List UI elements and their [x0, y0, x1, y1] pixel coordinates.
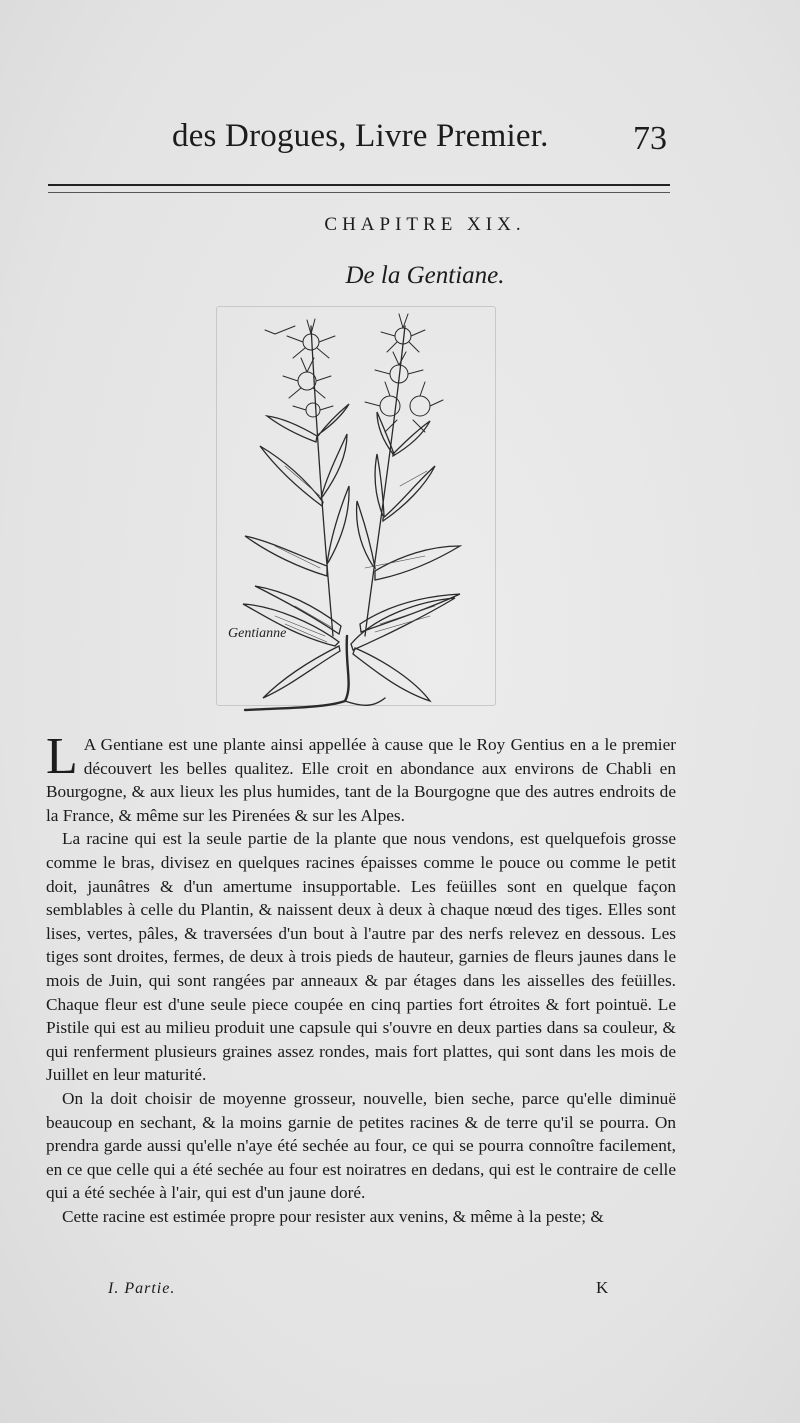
- page-footer: [0, 1280, 800, 1310]
- paragraph-3: On la doit choisir de moyenne grosseur, nouvelle, bien seche, parce qu'elle diminuë beaucoup en sechant, & la moins garnie de petites racines & de terre qu'il se pourra. On prendra garde aussi qu'elle n'aye été sechée au four, ce qui se pourra connoître facilement, en ce que celle qui a été sechée au four est noiratres en dedans, qui est le contraire de celle qui a été sechée à l'air, qui est d'un jaune doré.: [46, 1088, 676, 1203]
- chapter-subtitle: De la Gentiane.: [345, 262, 505, 289]
- paragraph-4: Cette racine est estimée propre pour resister aux venins, & même à la peste; &: [62, 1206, 604, 1226]
- header-rule: [48, 184, 670, 193]
- page-number: 73: [633, 120, 667, 157]
- drop-cap: L: [46, 728, 78, 785]
- gentian-engraving: [215, 306, 505, 718]
- gathering-mark: K: [596, 1278, 609, 1297]
- paragraph-1-text: A Gentiane est une plante ainsi appellée à cause que le Roy Gentius en a le premier découvert les belles qualitez. Elle croit en abondance aux environs de Chabli en Bourgogne, & aux lieux les plus humides, tant de la Bourgogne que des autres endroits de la France, & même sur les Pirenées & sur les Alpes.: [46, 735, 676, 825]
- paragraph-1: [46, 728, 676, 827]
- paragraph-2: La racine qui est la seule partie de la plante que nous vendons, est quelquefois grosse comme le bras, divisez en quelques racines épaisses comme le pouce ou comme le petit doit, jaunâtres & d'un amertume insupportable. Les feüilles sont en quelque façon semblables à celle du Plantin, & naissent deux à deux à chaque nœud des tiges. Elles sont lises, vertes, pâles, & traversées d'un bout à l'autre par des nerfs relevez en dessous. Les tiges sont droites, fermes, de deux à trois pieds de hauteur, garnies de fleurs jaunes dans le mois de Juin, qui sont rangées par anneaux & par étages dans les aisselles des feüilles. Chaque fleur est d'une seule piece coupée en cinq parties fort étroites & fort pointuë. Le Pistile qui est au milieu produit une capsule qui s'ouvre en deux parties dans sa couleur, & qui renferment plusieurs graines assez rondes, mais fort plattes, qui sont dans les mois de Juillet en leur maturité.: [46, 829, 676, 1085]
- illustration-caption: Gentianne: [228, 626, 287, 641]
- body-text: [46, 728, 676, 1228]
- signature-line: I. Partie.: [108, 1280, 176, 1297]
- running-head: [0, 118, 800, 168]
- running-title: des Drogues, Livre Premier.: [172, 118, 549, 154]
- chapter-heading: CHAPITRE XIX.: [324, 214, 526, 235]
